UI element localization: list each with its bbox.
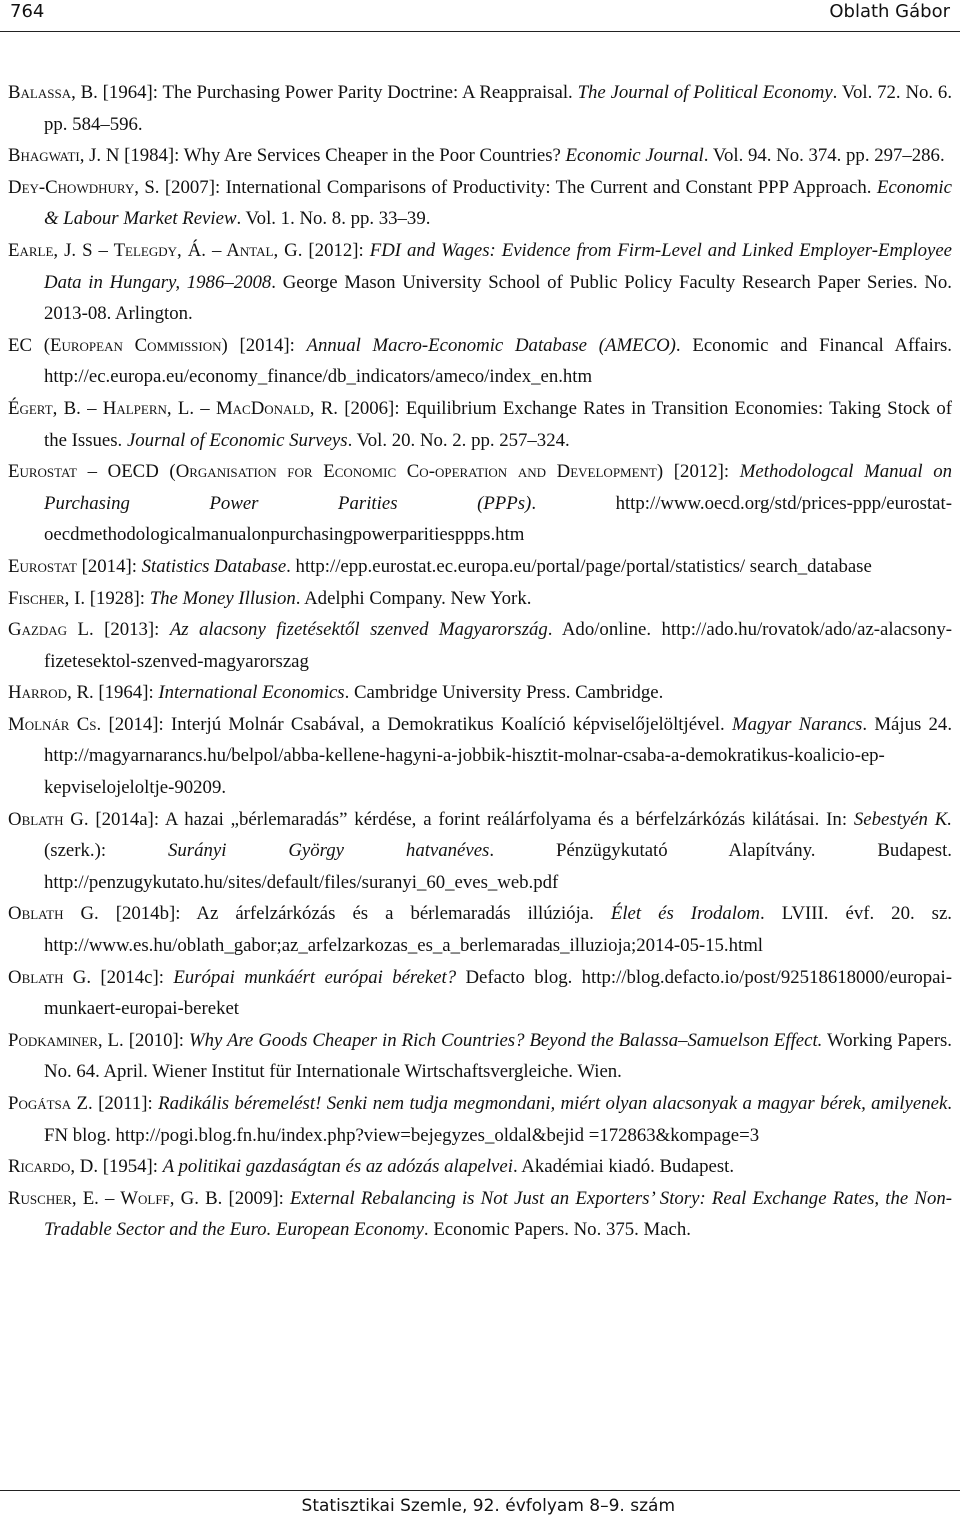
footer-rule [0, 1490, 960, 1491]
ref-year: [1964]: [97, 82, 163, 103]
ref-details: Defacto blog. http://blog.defacto.io/post/92518618000/europai-munkaert-europai-bereket [44, 966, 952, 1020]
ref-title: Az árfelzárkózás és a bérlemaradás illúziója. [196, 903, 611, 925]
header-rule [0, 31, 960, 32]
ref-author: Égert, B. – Halpern, L. – MacDonald, R. [8, 397, 338, 419]
running-head: Oblath Gábor [829, 1, 950, 22]
ref-title: A hazai „bérlemaradás” kérdése, a forint reálárfolyama és a bérfelzárkózás kilátásai. In: [164, 808, 854, 830]
ref-source: Statistics Database [141, 555, 287, 577]
ref-source: Az alacsony fizetésektől szenved Magyarország [169, 619, 548, 641]
ref-source-2: Surányi György hatvanéves [168, 840, 490, 862]
ref-year: [1928]: [85, 587, 150, 609]
ref-title: Equilibrium Exchange Rates in Transition Economies: Taking Stock of the Issues. [44, 397, 952, 451]
ref-details-2: . Pénzügykutató Alapítvány. Budapest. http://penzugykutato.hu/sites/default/files/suranyi_60_eves_web.pdf [44, 840, 952, 893]
ref-details: . Május 24. http://magyarnarancs.hu/belpol/abba-kellene-hagyni-a-jobbik-hisztit-molnar-csaba-a-demokratikus-koalicio-ep-kepviselojeloltje-90209. [44, 713, 953, 799]
ref-details: (szerk.): [44, 840, 168, 862]
ref-author: Oblath G. [8, 966, 92, 988]
ref-details: . Vol. 1. No. 8. pp. 33–39. [236, 208, 431, 230]
ref-year: [2013]: [93, 619, 170, 641]
ref-details: Working Papers. No. 64. April. Wiener Institut für Internationale Wirtschaftsvergleiche. Wien. [44, 1029, 953, 1083]
reference-entry [8, 583, 952, 615]
ref-year: [2014a]: [88, 808, 165, 830]
ref-details: . Akadémiai kiadó. Budapest. [512, 1156, 735, 1178]
ref-title: Interjú Molnár Csabával, a Demokratikus Koalíció képviselőjelöltjével. [171, 713, 732, 735]
reference-entry [8, 330, 952, 393]
ref-details: . Ado/online. http://ado.hu/rovatok/ado/az-alacsony-fizetesektol-szenved-magyarorszag [44, 619, 952, 672]
ref-year: [2012]: [302, 239, 370, 261]
ref-author: Balassa, B. [8, 82, 98, 103]
ref-author: Pogátsa Z. [8, 1093, 93, 1114]
ref-source: Methodologcal Manual on Purchasing Power Parities (PPPs) [44, 461, 952, 514]
ref-details: . FN blog. http://pogi.blog.fn.hu/index.php?view=bejegyzes_oldal&bejid =172863&kompage=3 [44, 1093, 952, 1146]
ref-details: . Economic and Financal Affairs. http://ec.europa.eu/economy_finance/db_indicators/ameco/index_en.htm [44, 334, 952, 388]
reference-entry [8, 1025, 952, 1088]
ref-author: EC (European Commission) [8, 334, 228, 356]
ref-year: [2011]: [92, 1093, 159, 1114]
ref-year: [2014c]: [91, 966, 174, 988]
reference-entry [8, 709, 952, 804]
journal-footer: Statisztikai Szemle, 92. évfolyam 8–9. szám [301, 1496, 675, 1516]
reference-entry [8, 456, 952, 551]
ref-year: [2009]: [222, 1187, 290, 1209]
ref-source: Európai munkáért európai béreket? [173, 966, 457, 988]
reference-entry [8, 172, 952, 235]
ref-details: . Cambridge University Press. Cambridge. [344, 682, 664, 704]
reference-entry [8, 804, 952, 899]
reference-entry [8, 1183, 952, 1246]
ref-source: Economic Journal [565, 145, 704, 167]
ref-details: . Vol. 72. No. 6. pp. 584–596. [44, 82, 953, 135]
page-header [0, 0, 960, 32]
reference-entry [8, 898, 952, 961]
ref-source: International Economics [158, 682, 345, 704]
ref-details: . Adelphi Company. New York. [295, 587, 532, 609]
ref-author: Ruscher, E. – Wolff, G. B. [8, 1187, 223, 1209]
ref-source: A politikai gazdaságtan és az adózás alapelvei [162, 1156, 513, 1178]
ref-author: Oblath G. [8, 903, 99, 925]
ref-year: [2014]: [101, 713, 172, 735]
ref-details: . http://epp.eurostat.ec.europa.eu/portal/page/portal/statistics/ search_database [286, 555, 872, 577]
ref-year: [2007]: [159, 176, 226, 198]
ref-source: The Journal of Political Economy [577, 82, 833, 103]
ref-year: [2006]: [337, 397, 406, 419]
ref-author: Oblath G. [8, 808, 89, 830]
ref-title: Why Are Services Cheaper in the Poor Countries? [183, 145, 566, 167]
ref-year: [2010]: [123, 1029, 189, 1051]
ref-source: Élet és Irodalom [610, 903, 760, 925]
ref-author: Molnár Cs. [8, 713, 102, 735]
ref-source: Annual Macro-Economic Database (AMECO) [306, 334, 676, 356]
ref-year: [1954]: [98, 1156, 163, 1178]
ref-source: Economic & Labour Market Review [44, 176, 952, 230]
reference-entry [8, 235, 952, 330]
ref-year: [2014]: [227, 334, 307, 356]
ref-source: Sebestyén K. [853, 808, 953, 830]
ref-details: . Vol. 94. No. 374. pp. 297–286. [703, 145, 945, 167]
ref-details: . Vol. 20. No. 2. pp. 257–324. [347, 429, 570, 451]
ref-author: Dey-Chowdhury, S. [8, 176, 160, 198]
ref-source: External Rebalancing is Not Just an Exporters’ Story: Real Exchange Rates, the Non-Tradable Sector and the Euro. European Economy [44, 1187, 952, 1241]
ref-author: Eurostat – OECD (Organisation for Economic Co-operation and Development) [8, 461, 664, 483]
ref-year: [2014]: [76, 555, 142, 577]
reference-entry [8, 962, 952, 1025]
ref-title: International Comparisons of Productivity: The Current and Constant PPP Approach. [225, 176, 877, 198]
ref-source: The Money Illusion [149, 587, 296, 609]
ref-author: Bhagwati, J. N [8, 145, 120, 167]
ref-author: Ricardo, D. [8, 1156, 99, 1178]
ref-details: . George Mason University School of Public Policy Faculty Research Paper Series. No. 2013-08. Arlington. [44, 271, 952, 325]
ref-author: Fischer, I. [8, 587, 86, 609]
ref-source: Radikális béremelést! Senki nem tudja megmondani, miért olyan alacsonyak a magyar bérek, amilyenek [158, 1093, 948, 1114]
reference-entry [8, 393, 952, 456]
reference-entry [8, 1151, 952, 1183]
ref-year: [2012]: [663, 461, 740, 483]
page-footer [0, 1490, 960, 1523]
ref-source: Magyar Narancs [731, 713, 863, 735]
ref-title: The Purchasing Power Parity Doctrine: A Reappraisal. [162, 82, 578, 103]
ref-author: Podkaminer, L. [8, 1029, 124, 1051]
ref-source: Journal of Economic Surveys [126, 429, 348, 451]
ref-details: . LVIII. évf. 20. sz. http://www.es.hu/oblath_gabor;az_arfelzarkozas_es_a_berlemaradas_illuzioja;2014-05-15.html [44, 903, 953, 957]
reference-entry [8, 614, 952, 677]
ref-author: Eurostat [8, 555, 77, 577]
ref-author: Gazdag L. [8, 619, 94, 641]
ref-details: . http://www.oecd.org/std/prices-ppp/eurostat-oecdmethodologicalmanualonpurchasingpowerparitiesppps.htm [44, 492, 952, 546]
ref-year: [2014b]: [98, 903, 197, 925]
page-number: 764 [10, 1, 45, 22]
ref-details: . Economic Papers. No. 375. Mach. [423, 1219, 691, 1241]
ref-source: FDI and Wages: Evidence from Firm-Level and Linked Employer-Employee Data in Hungary, 1986–2008 [44, 239, 953, 293]
ref-year: [1984]: [119, 145, 184, 167]
ref-author: Earle, J. S – Telegdy, Á. – Antal, G. [8, 239, 303, 261]
reference-entry [8, 77, 952, 140]
ref-source: Why Are Goods Cheaper in Rich Countries? Beyond the Balassa–Samuelson Effect. [188, 1029, 823, 1051]
reference-list [8, 77, 952, 1246]
reference-entry [8, 140, 952, 172]
reference-entry [8, 1088, 952, 1151]
ref-author: Harrod, R. [8, 682, 94, 704]
reference-entry [8, 551, 952, 583]
ref-year: [1964]: [93, 682, 159, 704]
reference-entry [8, 677, 952, 709]
